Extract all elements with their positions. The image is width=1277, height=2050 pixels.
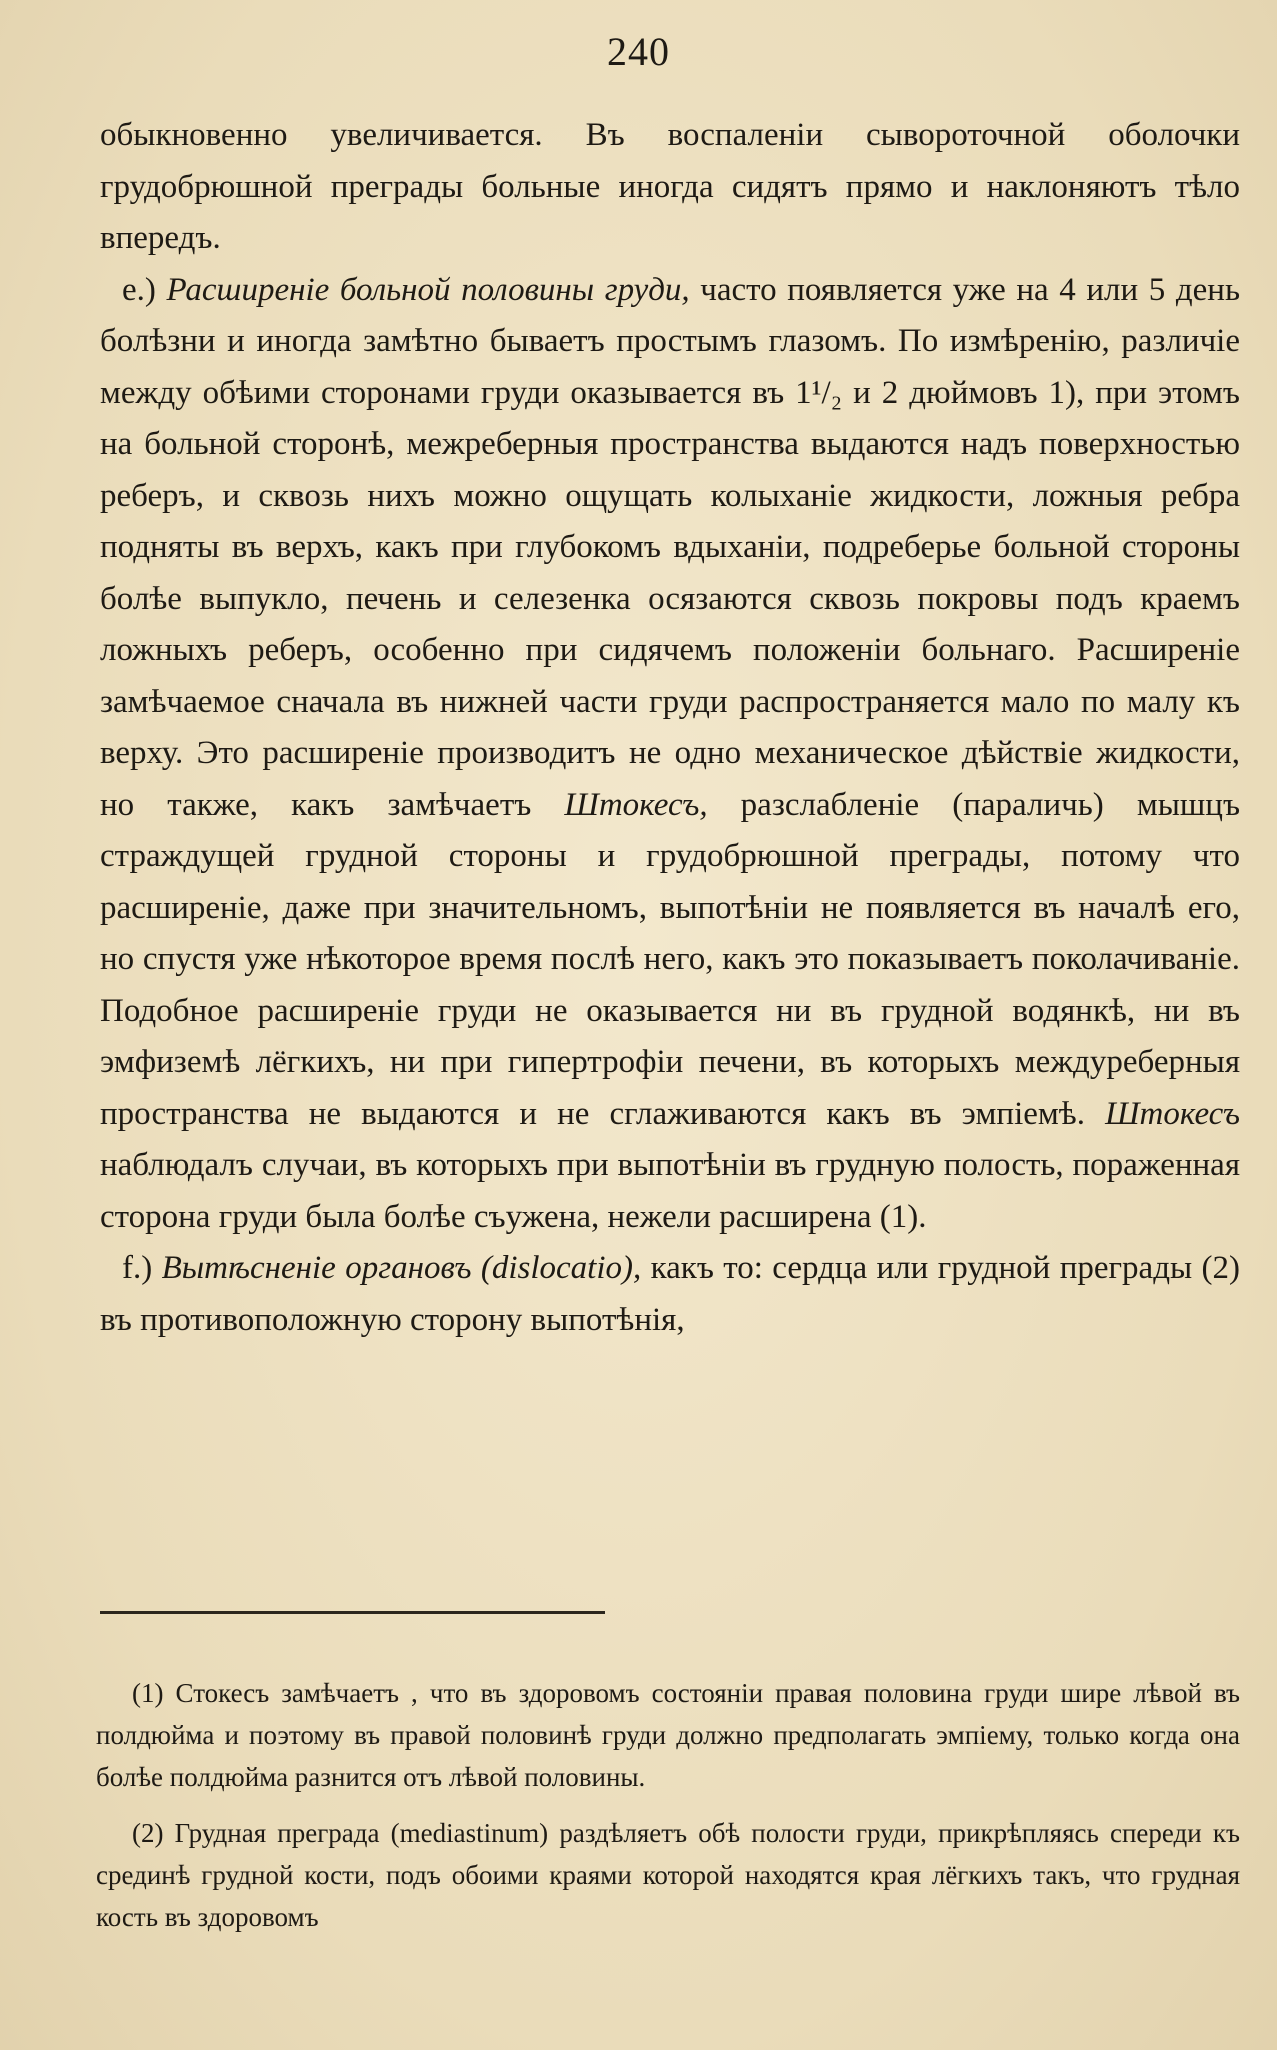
paragraph-f [100, 1243, 1240, 1346]
paragraph-continuation: обыкновенно увеличивается. Въ воспаленіи сывороточной оболочки грудобрюшной преграды больные иногда сидятъ прямо и наклоняютъ тѣло впередъ. [100, 117, 1240, 256]
footnote-divider [100, 1611, 605, 1614]
paragraph-f-text: какъ то: сердца или грудной преграды (2) въ противоположную сторону выпотѣнія, [100, 1250, 1241, 1338]
footnotes [96, 1672, 1240, 1952]
main-text [100, 110, 1240, 1346]
paragraph-e-text-c: наблюдалъ случаи, въ которыхъ при выпотѣніи въ грудную полость, пораженная сторона груди была болѣе съужена, нежели расширена (1). [100, 1147, 1240, 1235]
footnote-2: (2) Грудная преграда (mediastinum) раздѣляетъ обѣ полости груди, прикрѣпляясь спереди къ срединѣ грудной кости, подъ обоими краями которой находятся края лёгкихъ такъ, что грудная кость въ здоровомъ [96, 1818, 1240, 1932]
page-number: 240 [607, 29, 670, 74]
author-name-stokes-2: Штокесъ [1105, 1095, 1240, 1132]
heading-chest-expansion: Расширеніе больной половины груди, [166, 271, 690, 308]
paragraph-e [100, 265, 1240, 1244]
author-name-stokes: Штокесъ, [564, 786, 708, 823]
item-marker-e: e.) [122, 271, 156, 308]
item-marker-f: f.) [122, 1250, 153, 1286]
footnote-1: (1) Стокесъ замѣчаетъ , что въ здоровомъ состояніи правая половина груди шире лѣвой въ полдюйма и поэтому въ правой половинѣ груди должно предполагать эмпіему, только когда она болѣе полдюйма разнится отъ лѣвой половины. [96, 1678, 1240, 1792]
paragraph-e-text-a: часто появляется уже на 4 или 5 день болѣзни и иногда замѣтно бываетъ простымъ глазомъ. По измѣренію, различіе между обѣими сторонами груди оказывается въ 1¹/₂ и 2 дюймовъ 1), при этомъ на больной сторонѣ, межреберныя пространства выдаются надъ поверхностью реберъ, и сквозь нихъ можно ощущать колыханіе жидкости, ложныя ребра подняты въ верхъ, какъ при глубокомъ вдыханіи, подреберье больной стороны болѣе выпукло, печень и селезенка осязаются сквозь покровы подъ краемъ ложныхъ реберъ, особенно при сидячемъ положеніи больнаго. Расширеніе замѣчаемое сначала въ нижней части груди распространяется мало по малу къ верху. Это расширеніе производитъ не одно механическое дѣйствіе жидкости, но также, какъ замѣчаетъ [100, 271, 1241, 823]
paragraph-e-text-b: разслабленіе (параличь) мышцъ страждущей грудной стороны и грудобрюшной преграды, потому что расширеніе, даже при значительномъ, выпотѣніи не появляется въ началѣ его, но спустя уже нѣкоторое время послѣ него, какъ это показываетъ поколачиваніе. Подобное расширеніе груди не оказывается ни въ грудной водянкѣ, ни въ эмфиземѣ лёгкихъ, ни при гипертрофіи печени, въ которыхъ междуреберныя пространства не выдаются и не сглаживаются какъ въ эмпіемѣ. [100, 786, 1241, 1132]
heading-organ-dislocation: Вытѣсненіе органовъ (dislocatio), [161, 1250, 642, 1286]
